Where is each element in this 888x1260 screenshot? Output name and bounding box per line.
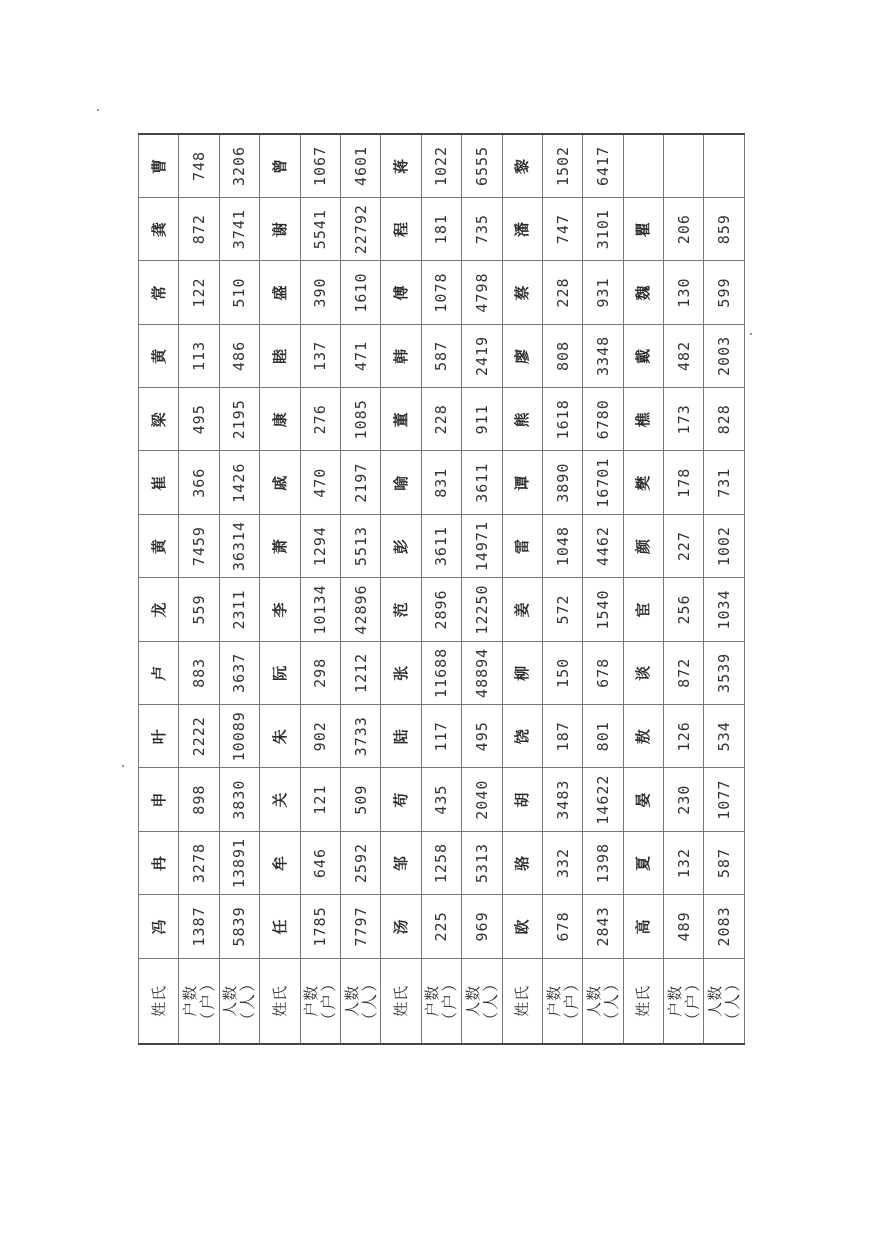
surname-cell: 骆 [502, 831, 542, 894]
surname-cell: 梁 [139, 388, 179, 451]
header-label: 人数 [463, 984, 482, 1017]
surname-cell: 熊 [502, 388, 542, 451]
surname-cell: 叶 [139, 705, 179, 768]
people-cell: 5839 [219, 895, 259, 958]
header-label: 户数 [302, 984, 321, 1017]
header-label: 户数 [665, 984, 684, 1017]
people-cell: 16701 [583, 451, 623, 514]
households-cell: 1067 [300, 134, 340, 197]
surname-cell: 曾 [260, 134, 300, 197]
surname-cell: 谢 [260, 197, 300, 260]
people-cell: 3101 [583, 197, 623, 260]
people-cell: 911 [462, 388, 502, 451]
households-cell: 2896 [421, 578, 461, 641]
header-people [583, 958, 623, 1044]
surname-cell: 黄 [139, 324, 179, 387]
surname-cell: 彭 [381, 514, 421, 577]
surname-cell: 胡 [502, 768, 542, 831]
households-cell: 1618 [542, 388, 582, 451]
households-cell: 495 [179, 388, 219, 451]
header-unit: （人） [238, 973, 258, 1028]
surname-statistics-table [138, 133, 745, 1045]
surname-cell: 樵 [623, 388, 663, 451]
households-cell: 587 [421, 324, 461, 387]
header-unit: （户） [319, 973, 339, 1028]
surname-cell: 蒋 [381, 134, 421, 197]
header-surname: 姓氏 [502, 958, 542, 1044]
households-cell: 898 [179, 768, 219, 831]
surname-cell: 李 [260, 578, 300, 641]
households-cell: 7459 [179, 514, 219, 577]
households-cell: 11688 [421, 641, 461, 704]
header-households [664, 958, 704, 1044]
header-people [340, 958, 380, 1044]
surname-cell: 樊 [623, 451, 663, 514]
households-cell: 1022 [421, 134, 461, 197]
header-households [542, 958, 582, 1044]
people-row [704, 134, 744, 1044]
people-row [583, 134, 623, 1044]
header-households [300, 958, 340, 1044]
header-unit: （人） [723, 973, 743, 1028]
households-cell: 435 [421, 768, 461, 831]
surname-cell: 宦 [623, 578, 663, 641]
people-cell: 48894 [462, 641, 502, 704]
households-cell: 137 [300, 324, 340, 387]
households-cell: 178 [664, 451, 704, 514]
surname-cell: 蔡 [502, 261, 542, 324]
surname-cell: 牟 [260, 831, 300, 894]
people-cell: 2040 [462, 768, 502, 831]
surname-cell: 柳 [502, 641, 542, 704]
households-cell: 181 [421, 197, 461, 260]
surname-cell: 晏 [623, 768, 663, 831]
people-cell: 931 [583, 261, 623, 324]
households-cell: 227 [664, 514, 704, 577]
people-cell: 5313 [462, 831, 502, 894]
people-cell: 801 [583, 705, 623, 768]
surname-cell: 谈 [623, 641, 663, 704]
people-cell: 735 [462, 197, 502, 260]
header-label: 户数 [423, 984, 442, 1017]
people-cell: 510 [219, 261, 259, 324]
surname-cell: 阮 [260, 641, 300, 704]
header-unit: （户） [440, 973, 460, 1028]
surname-cell: 曹 [139, 134, 179, 197]
people-cell: 13891 [219, 831, 259, 894]
households-cell: 122 [179, 261, 219, 324]
surname-cell: 朱 [260, 705, 300, 768]
people-cell: 6555 [462, 134, 502, 197]
households-cell: 3890 [542, 451, 582, 514]
households-cell: 646 [300, 831, 340, 894]
surname-cell: 廖 [502, 324, 542, 387]
people-cell: 7797 [340, 895, 380, 958]
households-cell: 150 [542, 641, 582, 704]
surname-cell: 任 [260, 895, 300, 958]
people-cell: 1034 [704, 578, 744, 641]
people-cell: 2419 [462, 324, 502, 387]
surname-cell: 潘 [502, 197, 542, 260]
households-cell: 10134 [300, 578, 340, 641]
people-cell: 2197 [340, 451, 380, 514]
header-label: 人数 [342, 984, 361, 1017]
surname-cell: 萧 [260, 514, 300, 577]
surname-cell: 戚 [260, 451, 300, 514]
people-cell: 3348 [583, 324, 623, 387]
paper-speck [750, 333, 752, 335]
surname-cell: 雷 [502, 514, 542, 577]
households-cell: 187 [542, 705, 582, 768]
surname-cell: 傅 [381, 261, 421, 324]
households-cell: 390 [300, 261, 340, 324]
households-cell: 132 [664, 831, 704, 894]
surname-row [139, 134, 179, 1044]
surname-cell: 夏 [623, 831, 663, 894]
surname-cell: 康 [260, 388, 300, 451]
surname-cell: 崔 [139, 451, 179, 514]
households-cell: 228 [421, 388, 461, 451]
surname-cell: 龙 [139, 578, 179, 641]
header-surname: 姓氏 [623, 958, 663, 1044]
households-cell [664, 134, 704, 197]
header-unit: （人） [359, 973, 379, 1028]
households-cell: 113 [179, 324, 219, 387]
people-cell: 2083 [704, 895, 744, 958]
people-cell: 471 [340, 324, 380, 387]
surname-cell: 谭 [502, 451, 542, 514]
surname-cell: 龚 [139, 197, 179, 260]
households-cell: 559 [179, 578, 219, 641]
households-cell: 3278 [179, 831, 219, 894]
surname-cell: 黎 [502, 134, 542, 197]
households-cell: 572 [542, 578, 582, 641]
households-row [300, 134, 340, 1044]
people-cell: 1002 [704, 514, 744, 577]
households-row [421, 134, 461, 1044]
households-cell: 298 [300, 641, 340, 704]
surname-cell: 敖 [623, 705, 663, 768]
people-cell: 3539 [704, 641, 744, 704]
people-cell [704, 134, 744, 197]
people-cell: 12250 [462, 578, 502, 641]
people-cell: 6417 [583, 134, 623, 197]
households-cell: 3483 [542, 768, 582, 831]
households-cell: 228 [542, 261, 582, 324]
surname-cell: 程 [381, 197, 421, 260]
people-cell: 4462 [583, 514, 623, 577]
people-cell: 4798 [462, 261, 502, 324]
people-cell: 3733 [340, 705, 380, 768]
households-cell: 366 [179, 451, 219, 514]
people-cell: 2843 [583, 895, 623, 958]
surname-cell: 饶 [502, 705, 542, 768]
households-cell: 2222 [179, 705, 219, 768]
header-unit: （户） [682, 973, 702, 1028]
people-cell: 2592 [340, 831, 380, 894]
surname-cell: 魏 [623, 261, 663, 324]
people-cell: 1426 [219, 451, 259, 514]
people-cell: 3637 [219, 641, 259, 704]
people-cell: 4601 [340, 134, 380, 197]
people-cell: 1398 [583, 831, 623, 894]
surname-cell: 张 [381, 641, 421, 704]
people-cell: 969 [462, 895, 502, 958]
households-cell: 276 [300, 388, 340, 451]
households-cell: 747 [542, 197, 582, 260]
households-cell: 1294 [300, 514, 340, 577]
header-unit: （户） [198, 973, 218, 1028]
households-cell: 1785 [300, 895, 340, 958]
header-label: 人数 [221, 984, 240, 1017]
people-cell: 1540 [583, 578, 623, 641]
people-cell: 534 [704, 705, 744, 768]
header-label: 人数 [706, 984, 725, 1017]
header-surname: 姓氏 [260, 958, 300, 1044]
surname-cell: 范 [381, 578, 421, 641]
households-cell: 5541 [300, 197, 340, 260]
people-cell: 731 [704, 451, 744, 514]
people-cell: 828 [704, 388, 744, 451]
surname-row [623, 134, 663, 1044]
people-cell: 10089 [219, 705, 259, 768]
header-people [462, 958, 502, 1044]
header-label: 人数 [584, 984, 603, 1017]
people-cell: 42896 [340, 578, 380, 641]
households-cell: 678 [542, 895, 582, 958]
households-cell: 872 [179, 197, 219, 260]
people-cell: 486 [219, 324, 259, 387]
people-cell: 1077 [704, 768, 744, 831]
households-cell: 1387 [179, 895, 219, 958]
people-cell: 36314 [219, 514, 259, 577]
header-surname: 姓氏 [139, 958, 179, 1044]
people-cell: 509 [340, 768, 380, 831]
surname-cell: 邹 [381, 831, 421, 894]
households-cell: 126 [664, 705, 704, 768]
surname-cell: 盛 [260, 261, 300, 324]
header-unit: （人） [480, 973, 500, 1028]
header-households [421, 958, 461, 1044]
people-cell: 859 [704, 197, 744, 260]
surname-cell: 戴 [623, 324, 663, 387]
people-cell: 3741 [219, 197, 259, 260]
surname-cell: 常 [139, 261, 179, 324]
people-row [340, 134, 380, 1044]
households-cell: 1502 [542, 134, 582, 197]
households-row [179, 134, 219, 1044]
table-body [139, 134, 745, 1044]
households-cell: 3611 [421, 514, 461, 577]
households-cell: 225 [421, 895, 461, 958]
header-unit: （人） [601, 973, 621, 1028]
surname-cell: 董 [381, 388, 421, 451]
households-cell: 130 [664, 261, 704, 324]
people-cell: 22792 [340, 197, 380, 260]
people-cell: 599 [704, 261, 744, 324]
households-cell: 1258 [421, 831, 461, 894]
households-cell: 748 [179, 134, 219, 197]
rotated-table-container [138, 133, 744, 1045]
households-cell: 332 [542, 831, 582, 894]
people-cell: 14971 [462, 514, 502, 577]
header-label: 户数 [544, 984, 563, 1017]
people-cell: 3206 [219, 134, 259, 197]
people-cell: 2195 [219, 388, 259, 451]
paper-speck [97, 109, 99, 111]
header-label: 户数 [181, 984, 200, 1017]
people-cell: 1085 [340, 388, 380, 451]
header-people [219, 958, 259, 1044]
people-cell: 2311 [219, 578, 259, 641]
header-unit: （户） [561, 973, 581, 1028]
surname-cell: 申 [139, 768, 179, 831]
people-cell: 2003 [704, 324, 744, 387]
surname-row [260, 134, 300, 1044]
surname-cell: 黄 [139, 514, 179, 577]
households-cell: 173 [664, 388, 704, 451]
surname-cell: 瞿 [623, 197, 663, 260]
households-cell: 1048 [542, 514, 582, 577]
surname-cell: 韩 [381, 324, 421, 387]
header-surname: 姓氏 [381, 958, 421, 1044]
people-cell: 1212 [340, 641, 380, 704]
people-cell: 5513 [340, 514, 380, 577]
households-cell: 117 [421, 705, 461, 768]
people-cell: 495 [462, 705, 502, 768]
people-cell: 678 [583, 641, 623, 704]
surname-cell: 陆 [381, 705, 421, 768]
people-cell: 1610 [340, 261, 380, 324]
households-cell: 256 [664, 578, 704, 641]
households-row [664, 134, 704, 1044]
paper-speck [122, 765, 124, 767]
surname-cell: 苟 [381, 768, 421, 831]
surname-cell: 睦 [260, 324, 300, 387]
surname-row [502, 134, 542, 1044]
surname-cell: 高 [623, 895, 663, 958]
people-cell: 3830 [219, 768, 259, 831]
households-cell: 482 [664, 324, 704, 387]
households-cell: 902 [300, 705, 340, 768]
households-cell: 230 [664, 768, 704, 831]
surname-cell: 姜 [502, 578, 542, 641]
surname-cell: 欧 [502, 895, 542, 958]
people-row [462, 134, 502, 1044]
households-cell: 872 [664, 641, 704, 704]
surname-cell [623, 134, 663, 197]
households-cell: 121 [300, 768, 340, 831]
households-cell: 1078 [421, 261, 461, 324]
households-cell: 808 [542, 324, 582, 387]
surname-row [381, 134, 421, 1044]
surname-cell: 汤 [381, 895, 421, 958]
surname-cell: 冯 [139, 895, 179, 958]
people-row [219, 134, 259, 1044]
households-cell: 489 [664, 895, 704, 958]
households-cell: 883 [179, 641, 219, 704]
people-cell: 587 [704, 831, 744, 894]
households-cell: 206 [664, 197, 704, 260]
households-cell: 470 [300, 451, 340, 514]
people-cell: 14622 [583, 768, 623, 831]
header-people [704, 958, 744, 1044]
surname-cell: 关 [260, 768, 300, 831]
surname-cell: 卢 [139, 641, 179, 704]
header-households [179, 958, 219, 1044]
people-cell: 3611 [462, 451, 502, 514]
surname-cell: 冉 [139, 831, 179, 894]
people-cell: 6780 [583, 388, 623, 451]
households-row [542, 134, 582, 1044]
surname-cell: 颜 [623, 514, 663, 577]
households-cell: 831 [421, 451, 461, 514]
surname-cell: 喻 [381, 451, 421, 514]
